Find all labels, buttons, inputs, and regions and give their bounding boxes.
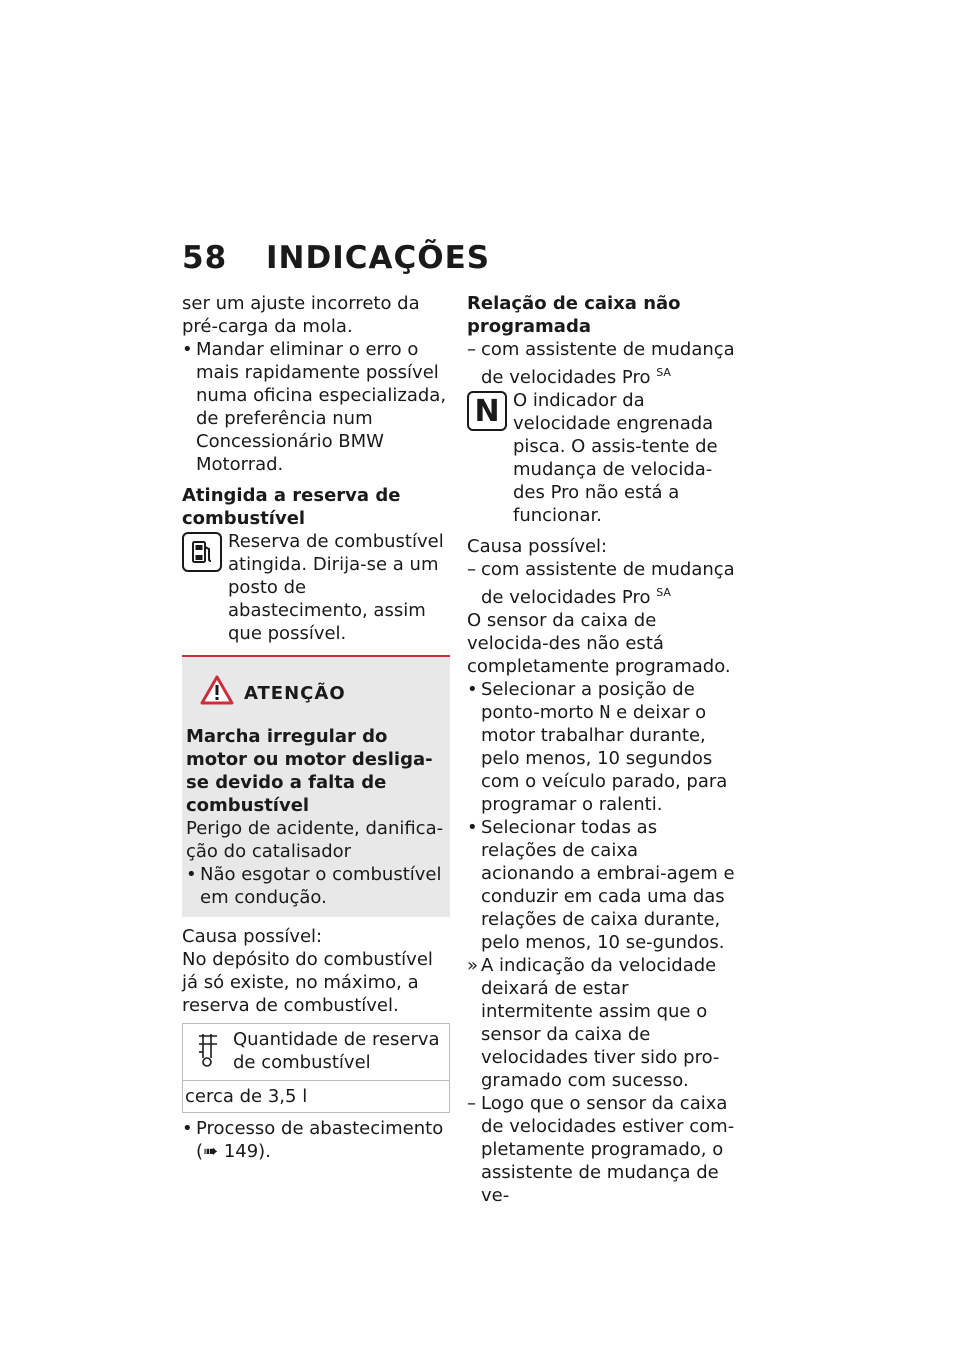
table-label: Quantidade de reserva de combustível [233, 1029, 440, 1073]
list-item [186, 863, 446, 909]
bullet-icon: • [182, 1118, 193, 1139]
page-reference-link[interactable]: (➠ 149). [196, 1141, 271, 1162]
sa-superscript: SA [656, 586, 671, 599]
list-item [467, 558, 735, 609]
list-item-text: Selecionar todas as relações de caixa acionando a embrai-agem e conduzir em cada uma das relações de caixa durante, pelo menos, 10 se-gundos. [481, 817, 735, 953]
section-heading: Atingida a reserva de combustível [182, 485, 401, 529]
neutral-gear-icon: N [467, 391, 507, 431]
page-header [182, 240, 782, 280]
page-number: 58 [182, 240, 228, 276]
dash-icon: – [467, 1093, 476, 1114]
right-column [467, 292, 735, 1207]
result-text: A indicação da velocidade deixará de estar intermitente assim que o sensor da caixa de velocidades tiver sido pro-gramado com sucesso. [481, 955, 720, 1091]
fuel-reserve-text: Reserva de combustível atingida. Dirija-se a um posto de abastecimento, assim que possível. [228, 531, 444, 644]
list-item [467, 678, 735, 816]
gear-indicator-row [467, 389, 735, 527]
warning-heading: Marcha irregular do motor ou motor desliga-se devido a falta de combustível [186, 726, 433, 816]
cause-label: Causa possível: [467, 536, 608, 557]
list-item-text: com assistente de mudança de velocidades Pro [481, 339, 735, 388]
neutral-symbol: N [599, 702, 611, 723]
section-heading: Relação de caixa não programada [467, 293, 681, 337]
list-item-text: Mandar eliminar o erro o mais rapidamente possível numa oficina especializada, de preferência num Concessionário BMW Motorrad. [196, 339, 447, 475]
list-item-text: Selecionar a posição de ponto-morto [481, 679, 695, 723]
list-item-text: Processo de abastecimento [196, 1118, 444, 1139]
warning-triangle-icon [200, 675, 234, 711]
paragraph: ser um ajuste incorreto da pré-carga da mola. [182, 293, 420, 337]
page-title: INDICAÇÕES [266, 240, 491, 276]
list-item-text: Não esgotar o combustível em condução. [200, 864, 442, 908]
dash-icon: – [467, 339, 476, 360]
list-item-text: com assistente de mudança de velocidades Pro [481, 559, 735, 608]
table-value: cerca de 3,5 l [185, 1086, 308, 1107]
list-item [467, 816, 735, 954]
warning-title: ATENÇÃO [244, 682, 346, 704]
paragraph: O sensor da caixa de velocida-des não está completamente programado. [467, 610, 731, 677]
result-item [467, 954, 735, 1092]
fuel-indicator-row [182, 530, 450, 645]
list-item [182, 1117, 450, 1163]
result-arrow-icon: » [467, 955, 479, 976]
list-item [182, 338, 450, 476]
bullet-icon: • [467, 817, 478, 838]
list-item [467, 338, 735, 389]
warning-box [182, 655, 450, 917]
cause-label: Causa possível: [182, 926, 323, 947]
bullet-icon: • [186, 864, 197, 885]
list-item-text: e deixar o motor trabalhar durante, pelo menos, 10 segundos com o veículo parado, para programar o ralenti. [481, 702, 728, 815]
list-item [467, 1092, 735, 1207]
list-item-text: Logo que o sensor da caixa de velocidades estiver com-pletamente programado, o assistente de mudança de ve- [481, 1093, 735, 1206]
fuel-pump-icon [182, 532, 222, 572]
bullet-icon: • [182, 339, 193, 360]
bullet-icon: • [467, 679, 478, 700]
fuel-reserve-table [182, 1023, 450, 1113]
sa-superscript: SA [656, 366, 671, 379]
paragraph: No depósito do combustível já só existe, no máximo, a reserva de combustível. [182, 949, 433, 1016]
left-column [182, 292, 450, 1163]
fuel-gauge-icon [197, 1032, 219, 1074]
gear-indicator-text: O indicador da velocidade engrenada pisca. O assis-tente de mudança de velocida-des Pro não está a funcionar. [513, 390, 718, 526]
warning-text: Perigo de acidente, danifica-ção do catalisador [186, 818, 444, 862]
dash-icon: – [467, 559, 476, 580]
